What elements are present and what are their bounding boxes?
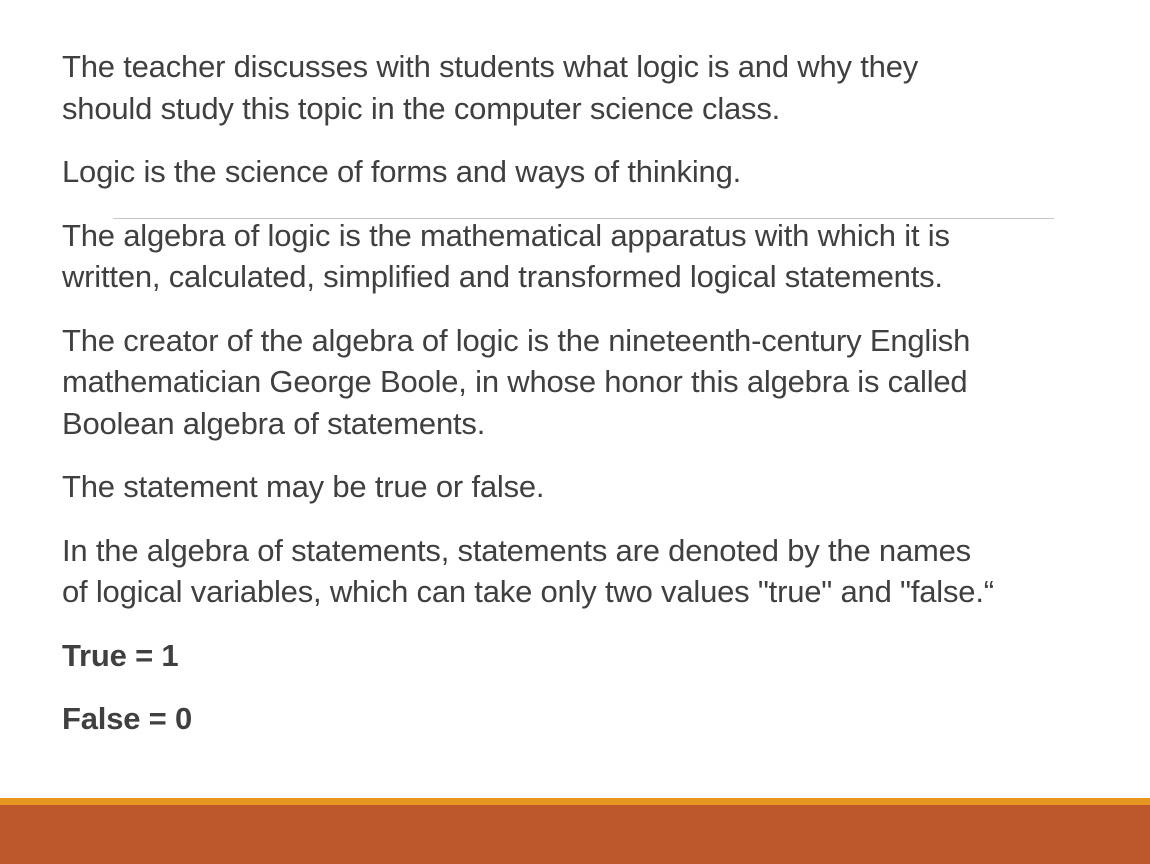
- intro-paragraph: The teacher discusses with students what logic is and why they should study this topic in the computer science class.: [62, 49, 919, 126]
- footer-bar: [0, 805, 1150, 864]
- false-value: False = 0: [62, 701, 193, 736]
- boole-paragraph: The creator of the algebra of logic is the nineteenth-century English mathematician George Boole, in whose honor this algebra is called Boolean algebra of statements.: [62, 322, 971, 441]
- slide-text-body: [62, 46, 1146, 762]
- divider-line: [113, 218, 1054, 219]
- true-value: True = 1: [62, 637, 179, 673]
- footer-accent-line: [0, 798, 1150, 805]
- logic-definition: Logic is the science of forms and ways of thinking.: [62, 154, 742, 189]
- algebra-of-logic-definition: The algebra of logic is the mathematical apparatus with which it is written, calculated, simplified and transformed logical statements.: [62, 217, 950, 294]
- statement-paragraph: The statement may be true or false.: [62, 469, 545, 504]
- logical-variables-paragraph: In the algebra of statements, statements are denoted by the names of logical variables, which can take only two values "true" and "false.“: [62, 532, 994, 609]
